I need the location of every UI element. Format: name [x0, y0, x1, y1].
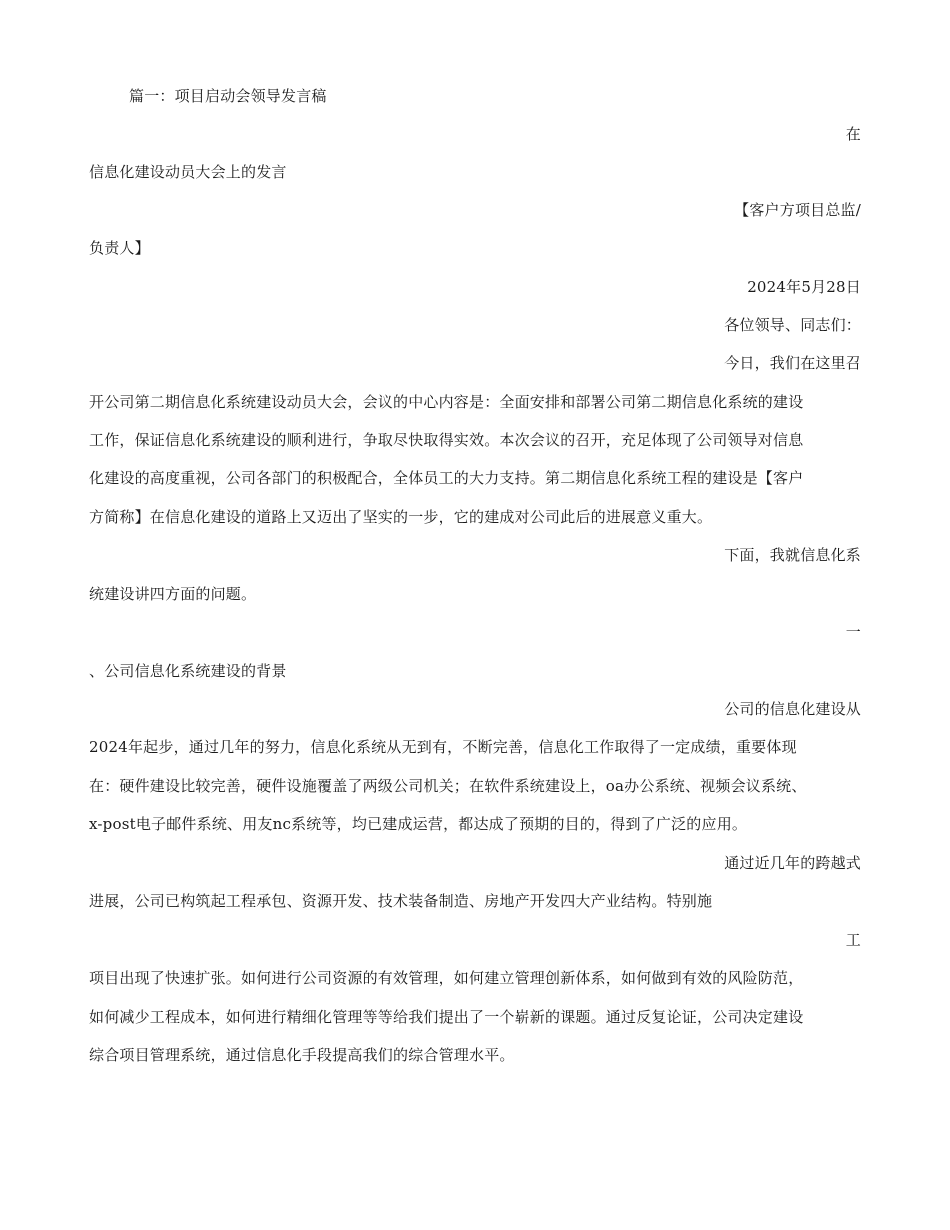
text-line: 公司的信息化建设从	[724, 700, 861, 718]
text-line: 工	[845, 931, 861, 949]
text-line: x-post电子邮件系统、用友nc系统等，均已建成运营，都达成了预期的目的，得到了广泛的应用。	[89, 815, 748, 833]
text-line: 通过近几年的跨越式	[724, 854, 861, 872]
salutation: 各位领导、同志们：	[724, 316, 861, 334]
text-line: 下面，我就信息化系	[724, 546, 861, 564]
text-line: 今日，我们在这里召	[724, 354, 861, 372]
text-line: 2024年起步，通过几年的努力，信息化系统从无到有，不断完善，信息化工作取得了一定成绩，重要体现	[89, 738, 797, 756]
date-line: 2024年5月28日	[747, 278, 861, 296]
section-heading: 、公司信息化系统建设的背景	[89, 662, 287, 680]
text-line: 项目出现了快速扩张。如何进行公司资源的有效管理，如何建立管理创新体系，如何做到有效的风险防范，	[89, 969, 804, 987]
speaker-line: 【客户方项目总监/	[734, 201, 861, 219]
text-line: 开公司第二期信息化系统建设动员大会，会议的中心内容是：全面安排和部署公司第二期信息化系统的建设	[89, 393, 804, 411]
text-line: 在	[845, 125, 861, 143]
section-title: 篇一：项目启动会领导发言稿	[129, 87, 327, 105]
text-line: 在：硬件建设比较完善，硬件设施覆盖了两级公司机关；在软件系统建设上，oa办公系统、视频会议系统、	[89, 777, 807, 795]
speech-title: 信息化建设动员大会上的发言	[89, 163, 287, 181]
text-line: 统建设讲四方面的问题。	[89, 585, 257, 603]
text-line: 化建设的高度重视，公司各部门的积极配合，全体员工的大力支持。第二期信息化系统工程的建设是【客户	[89, 469, 804, 487]
speaker-line: 负责人】	[89, 239, 150, 257]
text-line: 进展，公司已构筑起工程承包、资源开发、技术装备制造、房地产开发四大产业结构。特别施	[89, 892, 713, 910]
text-line: 方简称】在信息化建设的道路上又迈出了坚实的一步，它的建成对公司此后的进展意义重大。	[89, 508, 713, 526]
text-line: 如何减少工程成本，如何进行精细化管理等等给我们提出了一个崭新的课题。通过反复论证，公司决定建设	[89, 1008, 804, 1026]
text-line: 工作，保证信息化系统建设的顺利进行，争取尽快取得实效。本次会议的召开，充足体现了公司领导对信息	[89, 431, 804, 449]
text-line: 综合项目管理系统，通过信息化手段提高我们的综合管理水平。	[89, 1046, 515, 1064]
heading-number: 一	[845, 623, 861, 641]
